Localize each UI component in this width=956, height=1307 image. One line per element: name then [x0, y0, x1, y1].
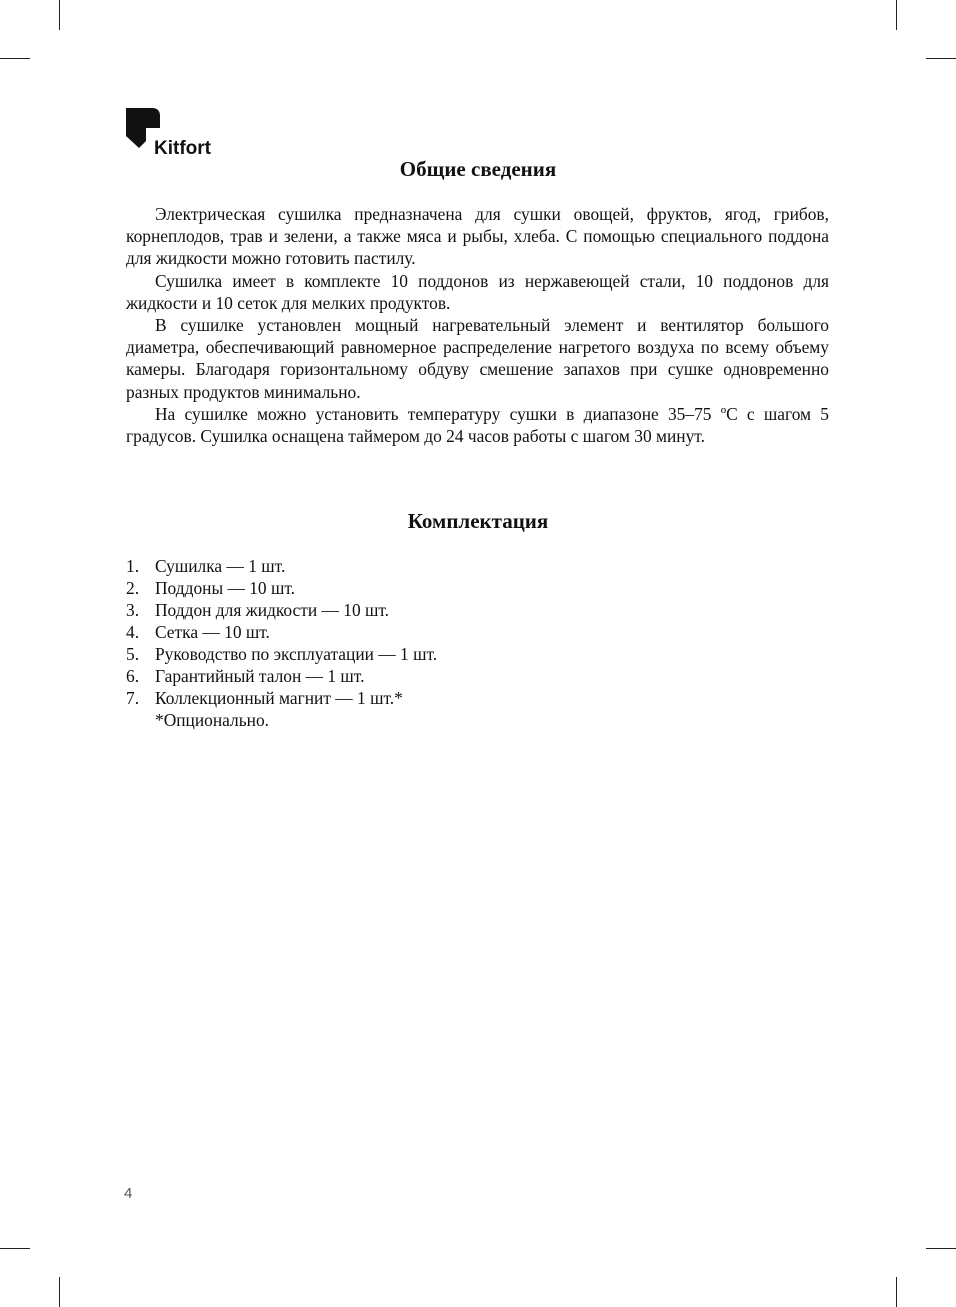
list-item-text: Сушилка — 1 шт.	[155, 556, 286, 576]
list-item-number: 1.	[126, 556, 140, 576]
list-item-number: 5.	[126, 644, 140, 664]
list-item-text: Гарантийный талон — 1 шт.	[155, 666, 365, 686]
crop-mark-bottom-right-vertical	[896, 1277, 897, 1307]
paragraph-temperature-timer: На сушилке можно установить температуру сушки в диапазоне 35–75 ºС с шагом 5 градусов. Сушилка оснащена таймером до 24 часов работы с шагом 30 минут.	[126, 403, 829, 447]
list-item-text: Сетка — 10 шт.	[155, 622, 270, 642]
list-item-number: 6.	[126, 666, 140, 686]
list-item	[126, 665, 726, 687]
optional-footnote: *Опционально.	[155, 710, 270, 730]
list-item	[126, 555, 726, 577]
list-item-text: Поддон для жидкости — 10 шт.	[155, 600, 390, 620]
list-item-number: 3.	[126, 600, 140, 620]
paragraph-contents: Сушилка имеет в комплекте 10 поддонов из нержавеющей стали, 10 поддонов для жидкости и 10 сеток для мелких продуктов.	[126, 270, 829, 313]
list-item	[126, 687, 726, 709]
list-item-number: 2.	[126, 578, 140, 598]
crop-mark-top-right-horizontal	[926, 58, 956, 59]
general-info-title: Общие сведения	[399, 157, 557, 181]
list-item	[126, 621, 726, 643]
list-item-number: 4.	[126, 622, 140, 642]
list-item-text: Поддоны — 10 шт.	[155, 578, 295, 598]
list-item-number: 7.	[126, 688, 140, 708]
kitfort-logo	[126, 108, 236, 158]
general-info-body	[126, 203, 829, 447]
list-item-text: Коллекционный магнит — 1 шт.*	[155, 688, 403, 708]
svg-text:Kitfort: Kitfort	[154, 138, 211, 158]
crop-mark-bottom-left-vertical	[59, 1277, 60, 1307]
paragraph-purpose: Электрическая сушилка предназначена для сушки овощей, фруктов, ягод, грибов, корнеплодов, трав и зелени, а также мяса и рыбы, хлеба. С помощью специального поддона для жидкости можно готовить пастилу.	[126, 204, 829, 269]
kit-list	[126, 555, 726, 731]
crop-mark-bottom-left-horizontal	[0, 1248, 30, 1249]
kit-title: Комплектация	[407, 509, 549, 533]
crop-mark-top-left-vertical	[59, 0, 60, 30]
page-number: 4	[124, 1185, 133, 1202]
crop-mark-top-right-vertical	[896, 0, 897, 30]
list-item	[126, 643, 726, 665]
list-item	[126, 577, 726, 599]
crop-mark-top-left-horizontal	[0, 58, 30, 59]
crop-mark-bottom-right-horizontal	[926, 1248, 956, 1249]
list-item	[126, 599, 726, 621]
kitfort-logo-mark	[126, 108, 236, 158]
list-item-text: Руководство по эксплуатации — 1 шт.	[155, 644, 438, 664]
paragraph-heater-fan: В сушилке установлен мощный нагревательный элемент и вентилятор большого диаметра, обеспечивающий равномерное распределение нагретого воздуха по всему объему камеры. Благодаря горизонтальному обдуву смешение запахов при сушке одновременно разных продуктов минимально.	[126, 315, 829, 402]
